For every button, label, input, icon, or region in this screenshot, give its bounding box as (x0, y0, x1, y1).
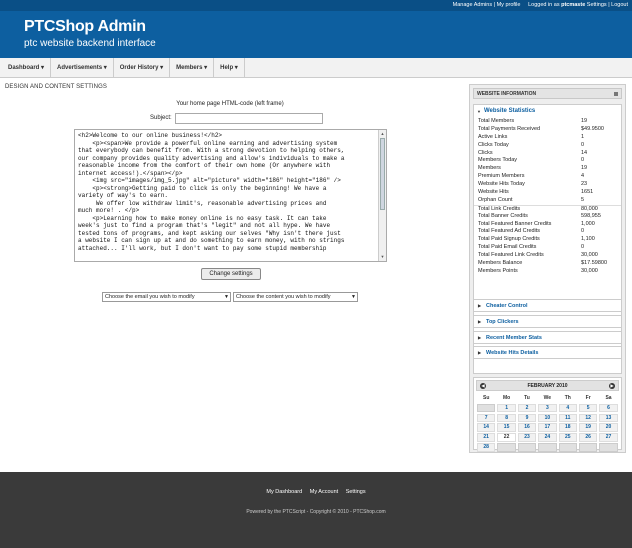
site-tagline: ptc website backend interface (24, 38, 156, 49)
calendar-day[interactable]: 16 (518, 423, 536, 432)
calendar-month: FEBRUARY 2010 (527, 383, 568, 389)
next-month-icon[interactable]: ▶ (610, 383, 614, 388)
calendar-day[interactable]: 23 (518, 433, 536, 442)
calendar-day[interactable]: 3 (538, 404, 556, 413)
calendar-day[interactable]: 14 (477, 423, 495, 432)
stat-row (474, 197, 621, 205)
calendar (473, 377, 622, 450)
calendar-day-name: Su (483, 395, 490, 401)
stat-value: 30,000 (581, 267, 598, 274)
calendar-empty-cell (559, 443, 577, 452)
calendar-day[interactable]: 4 (559, 404, 577, 413)
main-nav (0, 58, 632, 78)
nav-advertisements[interactable]: Advertisements ▾ (51, 58, 114, 78)
calendar-header (476, 380, 619, 391)
content-select[interactable] (233, 292, 358, 302)
stat-label: Clicks Today (478, 141, 509, 148)
top-bar (0, 0, 632, 11)
footer-link-account[interactable]: My Account (309, 489, 339, 495)
calendar-day[interactable]: 20 (599, 423, 617, 432)
stat-value: 1 (581, 133, 585, 140)
stat-row (474, 157, 621, 165)
sidebar (469, 84, 626, 453)
stat-row (474, 236, 621, 244)
stat-label: Active Links (478, 133, 508, 140)
stat-label: Website Hits Today (478, 181, 525, 188)
stat-row (474, 252, 621, 260)
settings-link[interactable]: Settings (586, 2, 607, 8)
stat-value: 0 (581, 157, 585, 164)
calendar-day[interactable]: 26 (579, 433, 597, 442)
stat-value: 0 (581, 228, 585, 235)
stat-value: 1651 (581, 189, 594, 196)
calendar-day[interactable]: 2 (518, 404, 536, 413)
html-code-text[interactable]: <h2>Welcome to our online business!</h2> <p><span>We provide a powerful online earning and advertising system that everybody can benefit from. With a strong devotion to helping others, our company provides quality advertising and allow's individuals to make a reasonable income from the comfort of their own home (Or anywhere with internet access!).</span></p> <img src="images/img_5.jpg" alt="picture" width="186" height="186" /> <p><strong>Getting paid to click is only the beginning! We have a variety of way's to earn. We offer low withdraw limit's, reasonable advertising prices and much more! . </p> <p>Learning how to make money online is no easy task. It can take week's just to find a program that's "legit" and not all hype. We have tested tons of programs, and kept asking our selves "Why isn't there just a website I can sign up at and do something to earn money, with no strings attached... I'll work, but I don't want to pay some stupid membership (78, 132, 345, 252)
stat-value: $49.9500 (581, 125, 604, 132)
stat-value: 23 (581, 181, 588, 188)
stat-value: 19 (581, 165, 588, 172)
stat-value: 14 (581, 149, 588, 156)
footer-link-settings[interactable]: Settings (345, 489, 366, 495)
stat-row (474, 142, 621, 150)
stat-value: 0 (581, 244, 585, 251)
stat-label: Orphan Count (478, 196, 513, 203)
calendar-day[interactable]: 13 (599, 414, 617, 423)
calendar-empty-cell (599, 443, 617, 452)
stat-value: 19 (581, 118, 588, 124)
calendar-empty-cell (477, 404, 495, 413)
section-website-hits-details[interactable]: ▶ Website Hits Details (473, 346, 622, 359)
stat-label: Total Featured Ad Credits (478, 228, 541, 235)
stat-value: 0 (581, 141, 585, 148)
section-cheater-control[interactable]: ▶ Cheater Control (473, 299, 622, 312)
stat-row (474, 260, 621, 268)
website-information-header[interactable] (473, 88, 622, 99)
calendar-day[interactable]: 9 (518, 414, 536, 423)
calendar-day-name: Fr (585, 395, 591, 401)
calendar-day[interactable]: 21 (477, 433, 495, 442)
calendar-day[interactable]: 28 (477, 443, 495, 452)
stat-value: 30,000 (581, 252, 598, 259)
stat-row (474, 213, 621, 221)
stat-label: Members Balance (478, 260, 523, 267)
section-top-clickers[interactable]: ▶ Top Clickers (473, 315, 622, 328)
calendar-grid (476, 394, 619, 452)
email-select[interactable] (102, 292, 231, 302)
stat-label: Members (478, 165, 501, 172)
stat-label: Website Hits (478, 189, 509, 196)
stat-label: Total Link Credits (478, 205, 521, 212)
stat-row (474, 268, 621, 276)
stat-row (474, 205, 621, 213)
top-links: Manage Admins | My profile Logged in as ptcmaste Settings | Logout (452, 2, 628, 8)
stat-label: Members Points (478, 267, 518, 274)
my-profile-link[interactable]: My profile (496, 2, 521, 8)
calendar-day[interactable]: 17 (538, 423, 556, 432)
stat-row (474, 165, 621, 173)
stat-label: Total Paid Email Credits (478, 244, 537, 251)
manage-admins-link[interactable]: Manage Admins (452, 2, 493, 8)
calendar-day[interactable]: 6 (599, 404, 617, 413)
footer-links (0, 489, 632, 495)
stat-label: Total Members (478, 118, 515, 124)
collapse-icon[interactable] (614, 92, 618, 96)
calendar-day[interactable]: 10 (538, 414, 556, 423)
website-statistics-title[interactable]: ▼ Website Statistics (474, 105, 621, 118)
stat-label: Total Paid Signup Credits (478, 236, 540, 243)
footer-copyright: Powered by the PTCScript - Copyright © 2010 - PTCShop.com (246, 509, 386, 515)
calendar-day[interactable]: 5 (579, 404, 597, 413)
calendar-day[interactable]: 11 (559, 414, 577, 423)
section-recent-member-stats[interactable]: ▶ Recent Member Stats (473, 331, 622, 344)
stat-label: Members Today (478, 157, 518, 164)
calendar-day[interactable]: 15 (497, 423, 515, 432)
stat-row (474, 150, 621, 158)
stat-label: Total Featured Banner Credits (478, 220, 552, 227)
stat-row (474, 189, 621, 197)
calendar-day[interactable]: 7 (477, 414, 495, 423)
calendar-day[interactable]: 22 (497, 433, 515, 442)
stat-row (474, 244, 621, 252)
subject-label: Subject: (150, 115, 172, 121)
calendar-empty-cell (538, 443, 556, 452)
footer (0, 472, 632, 548)
calendar-day-name: We (543, 395, 552, 401)
nav-members[interactable]: Members ▾ (170, 58, 214, 78)
calendar-day[interactable]: 1 (497, 404, 515, 413)
stat-label: Total Banner Credits (478, 212, 528, 219)
header (0, 11, 632, 58)
calendar-day[interactable]: 12 (579, 414, 597, 423)
stat-value: 1,100 (581, 236, 595, 243)
chevron-down-icon: ▼ (224, 294, 229, 300)
stat-row (474, 173, 621, 181)
stat-row (474, 126, 621, 134)
stat-row (474, 181, 621, 189)
calendar-empty-cell (579, 443, 597, 452)
stat-value: 598,955 (581, 212, 601, 219)
page-title: DESIGN AND CONTENT SETTINGS (5, 84, 107, 90)
editor-scrollbar[interactable] (378, 130, 386, 261)
stat-label: Total Featured Link Credits (478, 252, 544, 259)
username: ptcmaste (561, 2, 586, 8)
logged-in-label: Logged in as (528, 2, 560, 8)
logout-link[interactable]: Logout (611, 2, 628, 8)
stat-value: 5 (581, 196, 585, 203)
nav-dashboard[interactable]: Dashboard ▾ (0, 58, 51, 78)
html-code-editor[interactable] (74, 129, 387, 262)
stat-row (474, 134, 621, 142)
stat-row (474, 118, 621, 126)
calendar-day[interactable]: 19 (579, 423, 597, 432)
scroll-down-icon[interactable]: ▼ (380, 254, 385, 259)
footer-link-dashboard[interactable]: My Dashboard (266, 489, 303, 495)
calendar-day[interactable]: 27 (599, 433, 617, 442)
subject-input[interactable] (175, 113, 323, 124)
nav-order-history[interactable]: Order History ▾ (114, 58, 170, 78)
prev-month-icon[interactable]: ◀ (481, 383, 485, 388)
calendar-empty-cell (518, 443, 536, 452)
content-select-value: Choose the content you wish to modify (236, 294, 331, 300)
stat-value: 80,000 (581, 205, 598, 212)
editor-caption: Your home page HTML-code (left frame) (176, 101, 284, 107)
calendar-day[interactable]: 25 (559, 433, 577, 442)
calendar-day-name: Tu (524, 395, 530, 401)
stat-value: 1,000 (581, 220, 595, 227)
calendar-day-name: Th (564, 395, 571, 401)
stat-row (474, 228, 621, 236)
stat-label: Total Payments Received (478, 125, 541, 132)
scroll-up-icon[interactable]: ▲ (380, 131, 385, 136)
stat-value: $17.59800 (581, 260, 607, 267)
stat-label: Premium Members (478, 173, 525, 180)
website-information-title: WEBSITE INFORMATION (477, 91, 537, 97)
calendar-day-name: Mo (502, 395, 511, 401)
calendar-empty-cell (497, 443, 515, 452)
scroll-thumb[interactable] (380, 138, 385, 210)
calendar-day-name: Sa (605, 395, 612, 401)
chevron-down-icon: ▼ (351, 294, 356, 300)
change-settings-button[interactable]: Change settings (201, 268, 261, 280)
email-select-value: Choose the email you wish to modify (105, 294, 195, 300)
site-logo[interactable]: PTCShop Admin (24, 18, 146, 35)
nav-help[interactable]: Help ▾ (214, 58, 245, 78)
stat-value: 4 (581, 173, 585, 180)
calendar-day[interactable]: 24 (538, 433, 556, 442)
calendar-day[interactable]: 18 (559, 423, 577, 432)
stat-row (474, 221, 621, 229)
calendar-day[interactable]: 8 (497, 414, 515, 423)
stat-label: Clicks (478, 149, 493, 156)
